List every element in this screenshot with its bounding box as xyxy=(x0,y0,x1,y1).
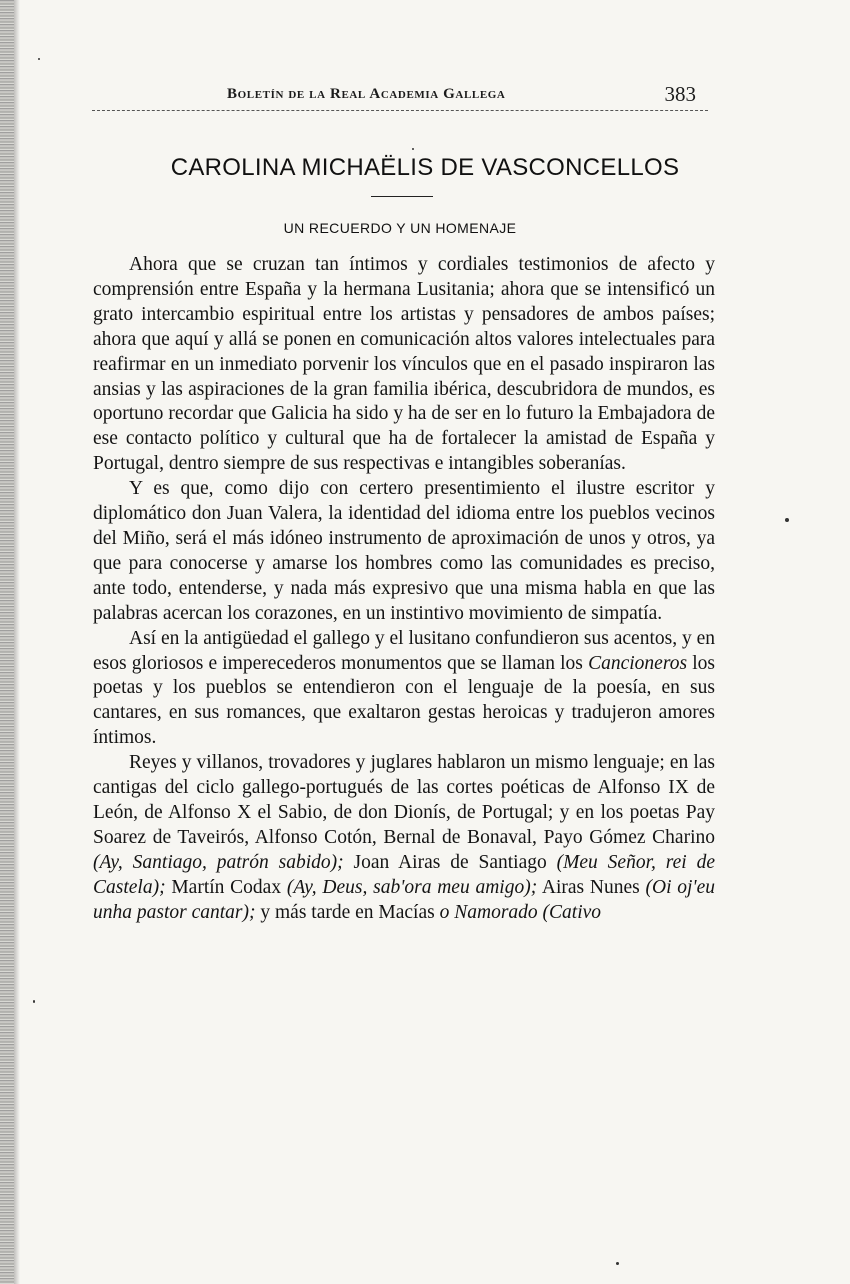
page-number: 383 xyxy=(664,82,696,106)
paragraph-1 xyxy=(93,253,715,477)
scan-speck xyxy=(33,1000,35,1003)
cantiga-title-5: o Namorado (Cativo xyxy=(439,901,602,923)
cancioneros-italic: Cancioneros xyxy=(588,652,688,674)
paragraph-4-text-a: Reyes y villanos, trovadores y juglares hablaron un mismo lenguaje; en las cantigas del ciclo gallego-portugués de las cortes poéticas de Alfonso IX de León, de Alfonso X el Sabio, de don Dionís, de Portugal; y en los poetas Pay Soarez de Taveirós, Alfonso Cotón, Bernal de Bonaval, Payo Gómez Charino xyxy=(93,752,715,848)
cantiga-title-4: (Oi oj'eu unha pastor cantar); xyxy=(93,876,715,923)
article-body xyxy=(93,253,715,925)
cantiga-title-3: (Ay, Deus, sab'ora meu amigo); xyxy=(286,876,538,898)
paragraph-4 xyxy=(93,751,715,925)
page-header xyxy=(92,80,708,114)
cantiga-title-1: (Ay, Santiago, patrón sabido); xyxy=(93,851,344,873)
book-binding-edge xyxy=(0,0,14,1284)
paragraph-4-text-d: Airas Nunes xyxy=(537,876,646,898)
paragraph-4-text-b: Joan Airas de Santiago xyxy=(343,851,557,873)
header-rule xyxy=(92,110,708,111)
running-head: Boletín de la Real Academia Gallega xyxy=(227,86,506,102)
binding-shadow xyxy=(14,0,20,1284)
paragraph-4-text-e: y más tarde en Macías xyxy=(255,901,440,923)
paragraph-4-text-c: Martín Codax xyxy=(165,876,287,898)
paragraph-3-text-end: los poetas y los pueblos se entendieron con el lenguaje de la poesía, en sus cantares, en sus romances, que exaltaron gestas heroicas y tradujeron amores íntimos. xyxy=(93,652,715,749)
scan-speck xyxy=(785,518,789,522)
paragraph-1-text: Ahora que se cruzan tan íntimos y cordiales testimonios de afecto y comprensión entre España y la hermana Lusitania; ahora que se intensificó un grato intercambio espiritual entre los artistas y pensadores de ambos países; ahora que aquí y allá se ponen en comunicación altos valores intelectuales para reafirmar en un inmediato porvenir los vínculos que en el pasado inspiraron las ansias y las aspiraciones de la gran familia ibérica, descubridora de mundos, es oportuno recordar que Galicia ha sido y ha de ser en lo futuro la Embajadora de ese contacto político y cultural que ha de fortalecer la amistad de España y Portugal, dentro siempre de sus respectivas e intangibles soberanías. xyxy=(93,254,715,475)
article-title: CAROLINA MICHAËLIS DE VASCONCELLOS xyxy=(170,154,680,181)
title-rule xyxy=(371,196,433,197)
scan-speck xyxy=(412,148,414,150)
paragraph-2-text: Y es que, como dijo con certero presentimiento el ilustre escritor y diplomático don Juan Valera, la identidad del idioma entre los pueblos vecinos del Miño, será el más idóneo instrumento de aproximación de unos y otros, ya que para conocerse y amarse los hombres como las comunidades es preciso, ante todo, entenderse, y nada más expresivo que una misma habla en que las palabras acercan los corazones, en un instintivo movimiento de simpatía. xyxy=(93,478,715,624)
paragraph-3-text: Así en la antigüedad el gallego y el lusitano confundieron sus acentos, y en esos gloriosos e imperecederos monumentos que se llaman los xyxy=(93,627,715,674)
scan-speck xyxy=(616,1262,619,1265)
scan-speck xyxy=(38,58,40,60)
paragraph-2 xyxy=(93,477,715,626)
cantiga-title-2: (Meu Señor, rei de Castela); xyxy=(93,851,715,898)
paragraph-3 xyxy=(93,627,715,752)
article-subtitle: UN RECUERDO Y UN HOMENAJE xyxy=(283,220,517,236)
